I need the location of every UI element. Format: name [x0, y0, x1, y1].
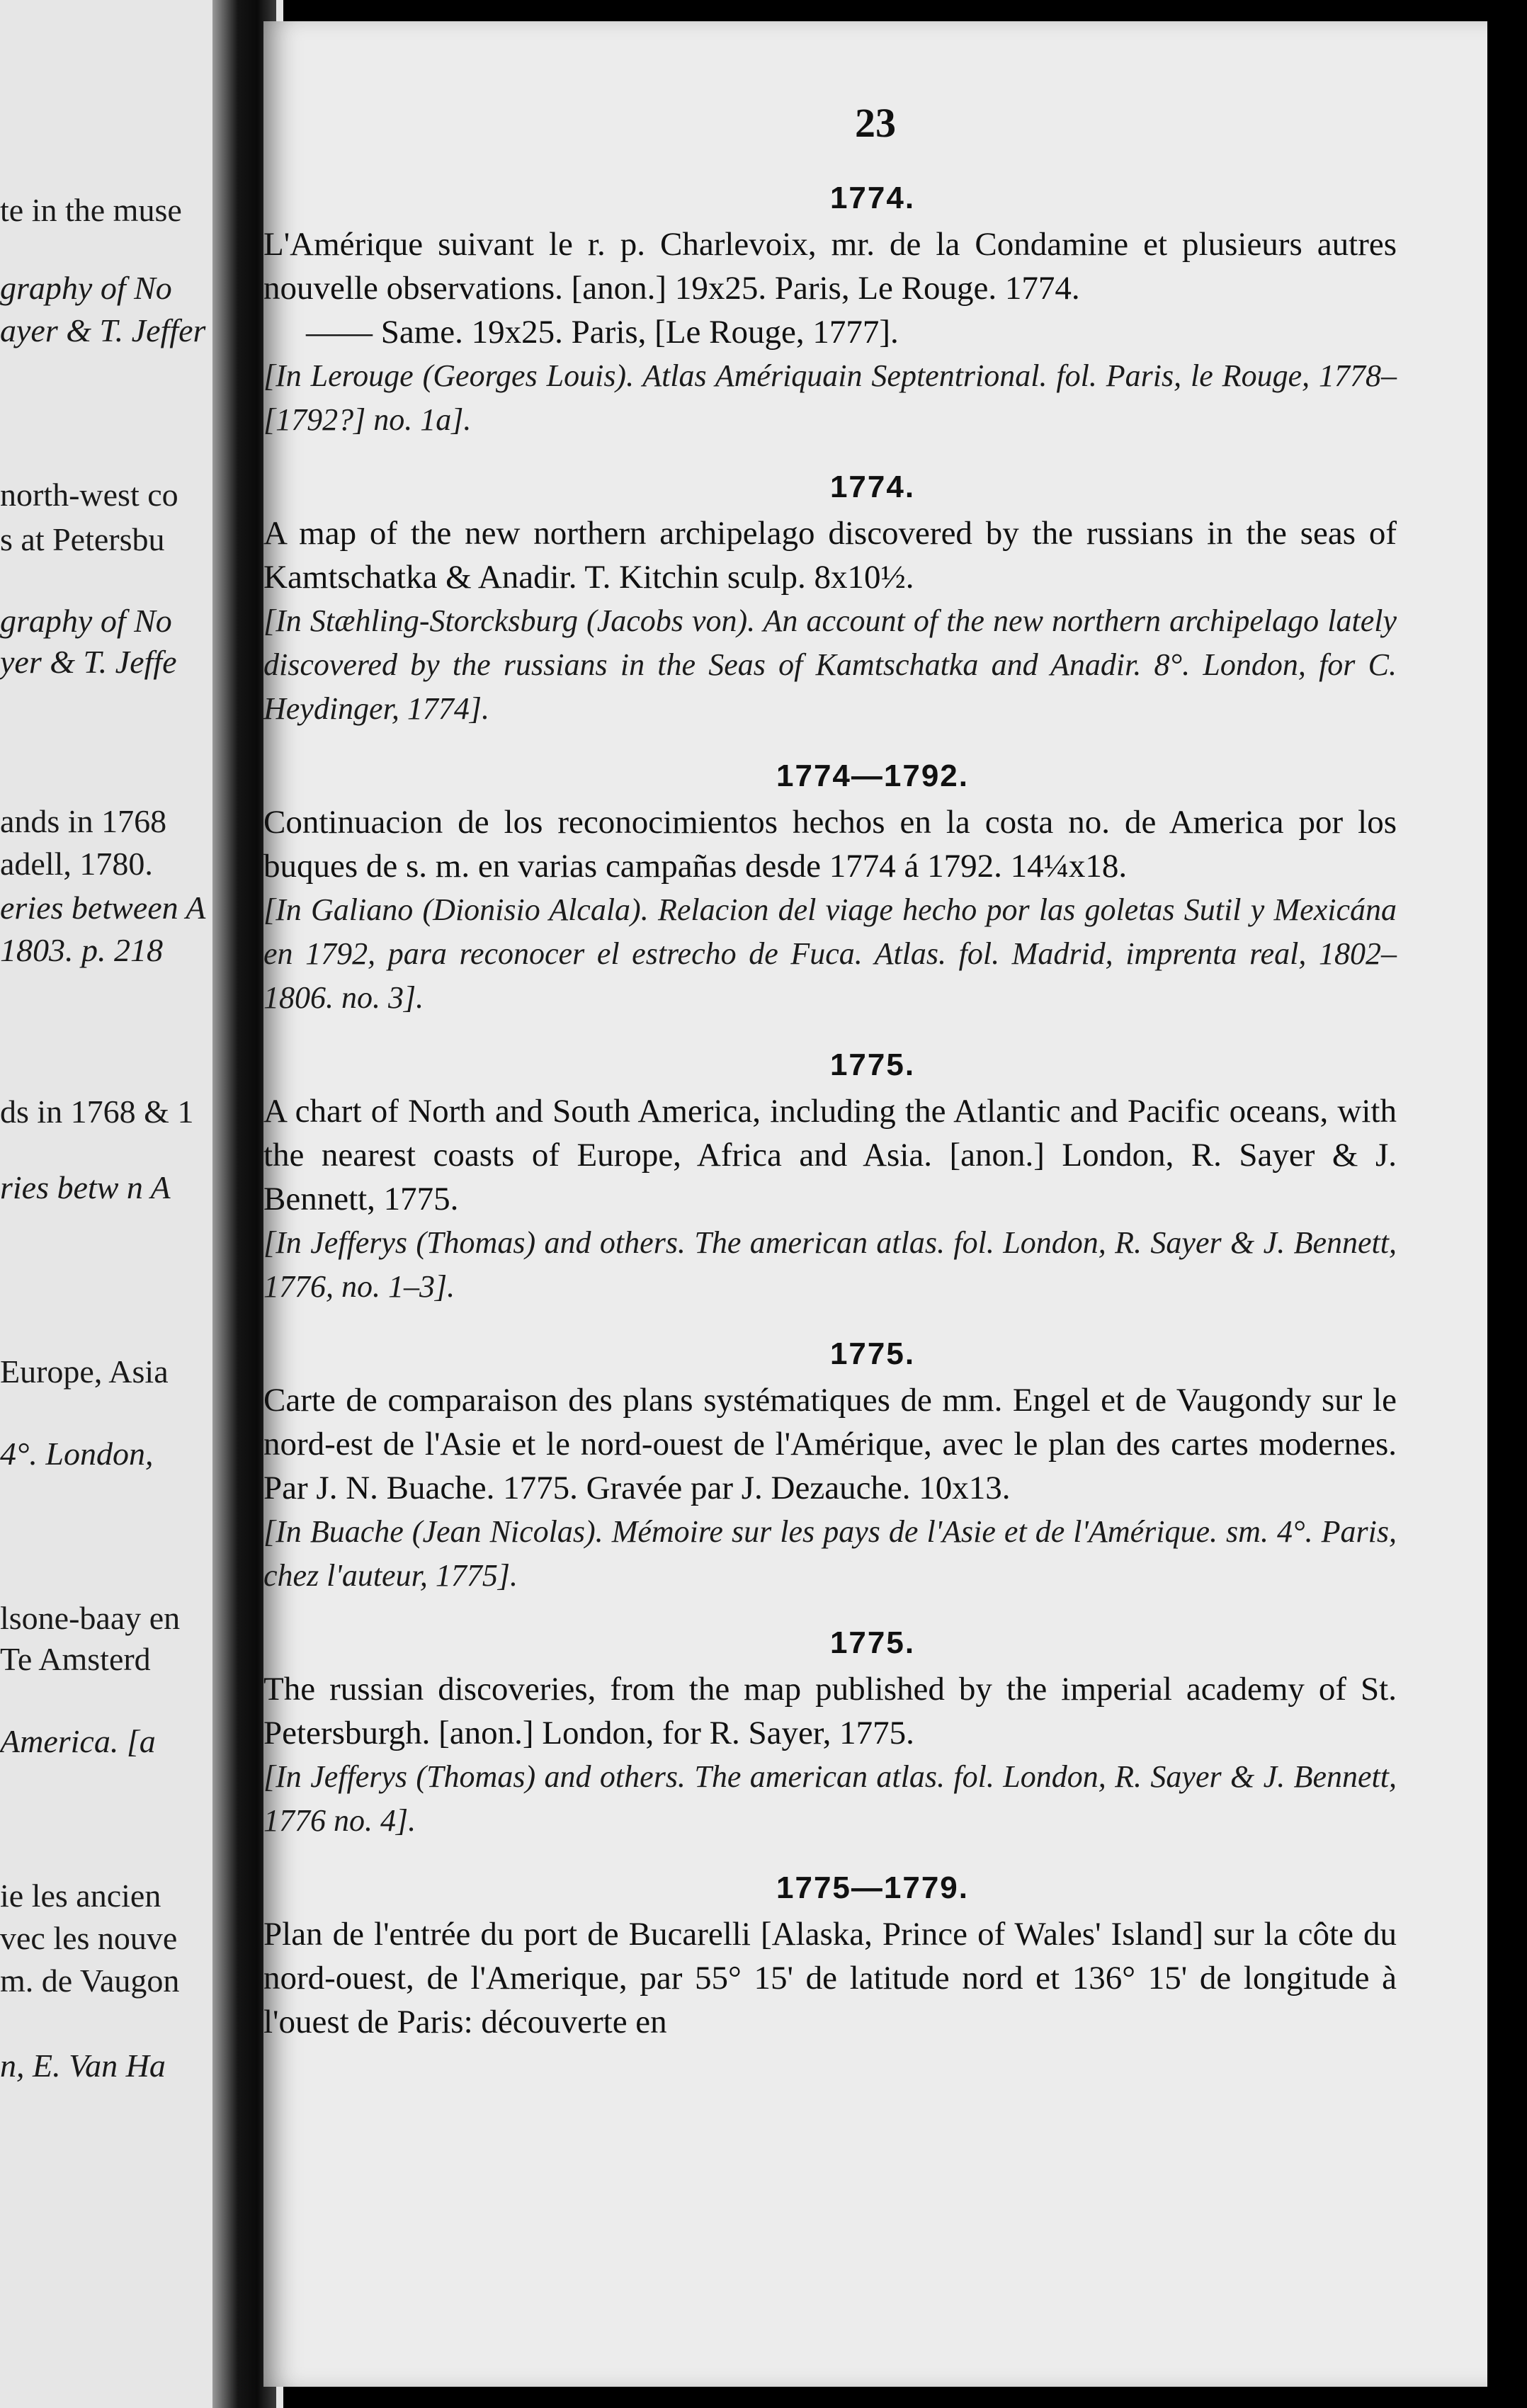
entry-year-heading: 1775.: [829, 1047, 916, 1082]
bibliography-entry: [263, 466, 1397, 731]
entry-year-heading: 1774.: [829, 181, 916, 215]
left-fragment-line: north-west co: [0, 477, 178, 513]
entry-title: Plan de l'entrée du port de Bucarelli [Alaska, Prince of Wales' Island] sur la côte du nord-ouest, de l'Amerique, par 55° 15' de latitude nord et 136° 15' de longitude à l'ouest de Paris: découverte en: [263, 1916, 1397, 2040]
left-fragment-line: ds in 1768 & 1: [0, 1094, 194, 1130]
left-fragment-line: te in the muse: [0, 192, 182, 228]
left-fragment-line: m. de Vaugon: [0, 1963, 180, 1999]
left-fragment-line: Te Amsterd: [0, 1641, 151, 1677]
entry-reference: [In Jefferys (Thomas) and others. The american atlas. fol. London, R. Sayer & J. Bennett, 1776, no. 1–3].: [263, 1225, 1397, 1304]
entry-same-edition: —— Same. 19x25. Paris, [Le Rouge, 1777].: [306, 314, 899, 351]
page-number: 23: [855, 100, 896, 146]
entry-year-heading: 1775.: [829, 1625, 916, 1660]
bibliography-entry: [263, 177, 1397, 442]
entry-reference: [In Galiano (Dionisio Alcala). Relacion del viage hecho por las goletas Sutil y Mexicána en 1792, para reconocer el estrecho de Fuca. Atlas. fol. Madrid, imprenta real, 1802–1806. no. 3].: [263, 892, 1397, 1015]
left-fragment-line: eries between A: [0, 890, 206, 926]
left-fragment-line: Europe, Asia: [0, 1353, 169, 1390]
entry-year-heading: 1774.: [829, 470, 916, 504]
book-page: [263, 21, 1487, 2387]
bibliography-entry: [263, 1622, 1397, 1843]
left-fragment-line: America. [a: [0, 1723, 156, 1759]
entry-title: L'Amérique suivant le r. p. Charlevoix, mr. de la Condamine et plusieurs autres nouvelle observations. [anon.] 19x25. Paris, Le Rouge. 1774.: [263, 226, 1397, 307]
left-fragment-line: vec les nouve: [0, 1920, 178, 1956]
bibliography-entry: [263, 1333, 1397, 1598]
bibliography-entries: [263, 177, 1397, 2044]
entry-title: A chart of North and South America, including the Atlantic and Pacific oceans, with the nearest coasts of Europe, Africa and Asia. [anon.] London, R. Sayer & J. Bennett, 1775.: [263, 1093, 1397, 1217]
entry-title: The russian discoveries, from the map published by the imperial academy of St. Petersburgh. [anon.] London, for R. Sayer, 1775.: [263, 1671, 1397, 1751]
entry-reference: [In Buache (Jean Nicolas). Mémoire sur les pays de l'Asie et de l'Amérique. sm. 4°. Paris, chez l'auteur, 1775].: [263, 1514, 1397, 1593]
left-fragment-line: graphy of No: [0, 270, 172, 306]
entry-year-heading: 1775—1779.: [776, 1870, 969, 1905]
left-fragment-line: s at Petersbu: [0, 521, 165, 557]
left-fragment-line: ries betw n A: [0, 1169, 171, 1205]
left-fragment-line: ie les ancien: [0, 1878, 161, 1914]
left-fragment-line: ands in 1768: [0, 803, 167, 839]
entry-reference: [In Lerouge (Georges Louis). Atlas Amériquain Septentrional. fol. Paris, le Rouge, 1778–[1792?] no. 1a].: [263, 358, 1397, 437]
entry-title: A map of the new northern archipelago discovered by the russians in the seas of Kamtschatka & Anadir. T. Kitchin sculp. 8x10½.: [263, 515, 1397, 596]
bibliography-entry: [263, 1867, 1397, 2044]
entry-reference: [In Jefferys (Thomas) and others. The american atlas. fol. London, R. Sayer & J. Bennett, 1776 no. 4].: [263, 1759, 1397, 1838]
entry-title: Carte de comparaison des plans systématiques de mm. Engel et de Vaugondy sur le nord-est de l'Asie et le nord-ouest de l'Amérique, avec le plan des cartes modernes. Par J. N. Buache. 1775. Gravée par J. Dezauche. 10x13.: [263, 1382, 1397, 1506]
left-fragment-line: ayer & T. Jeffer: [0, 312, 206, 348]
left-fragment-line: 1803. p. 218: [0, 932, 163, 968]
left-fragment-line: 4°. London,: [0, 1436, 154, 1472]
entry-reference: [In Stæhling-Storcksburg (Jacobs von). An account of the new northern archipelago lately discovered by the russians in the Seas of Kamtschatka and Anadir. 8°. London, for C. Heydinger, 1774].: [263, 603, 1397, 726]
entry-year-heading: 1774—1792.: [776, 759, 969, 793]
bibliography-entry: [263, 1044, 1397, 1309]
left-fragment-line: n, E. Van Ha: [0, 2048, 166, 2084]
left-fragment-line: yer & T. Jeffe: [0, 644, 177, 680]
left-fragment-line: graphy of No: [0, 603, 172, 639]
left-fragment-line: adell, 1780.: [0, 846, 153, 882]
entry-title: Continuacion de los reconocimientos hechos en la costa no. de America por los buques de s. m. en varias campañas desde 1774 á 1792. 14¼x18.: [263, 804, 1397, 885]
bibliography-entry: [263, 755, 1397, 1020]
left-fragment-line: lsone-baay en: [0, 1600, 181, 1636]
entry-year-heading: 1775.: [829, 1336, 916, 1371]
